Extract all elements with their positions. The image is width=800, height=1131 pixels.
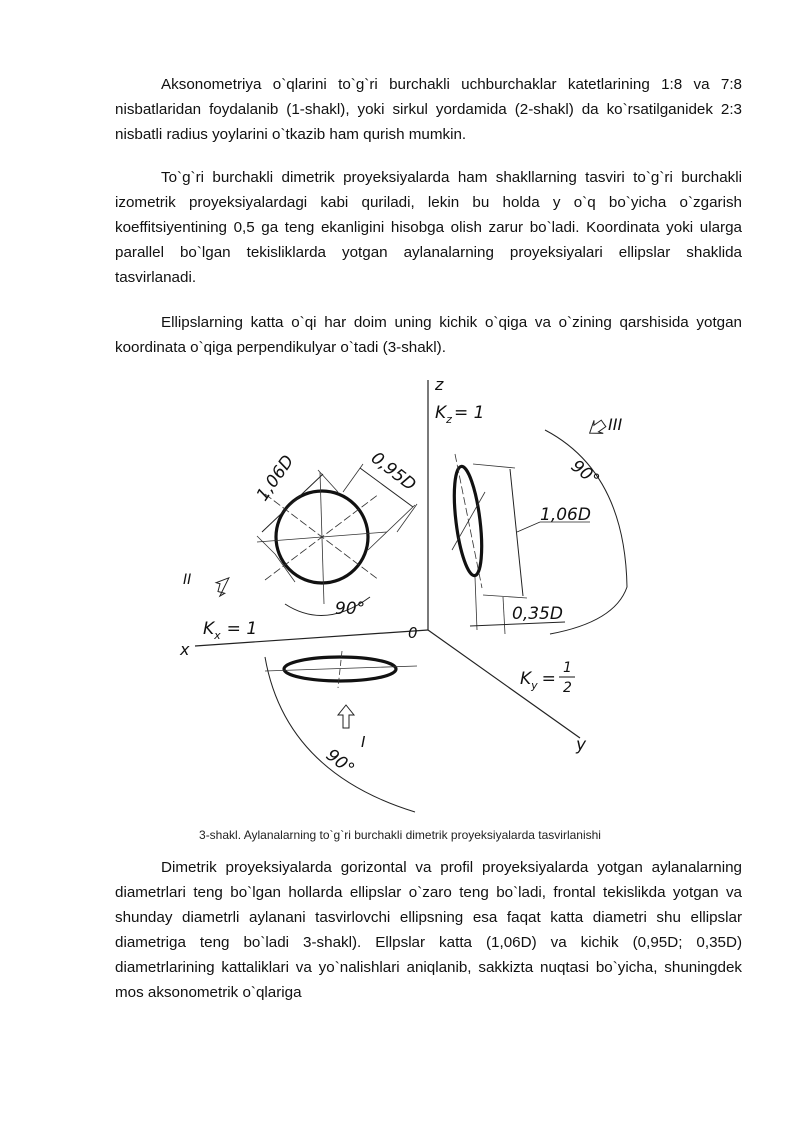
- paragraph-1: Aksonometriya o`qlarini to`g`ri burchakli uchburchaklar katetlarining 1:8 va 7:8 nisbatlaridan foydalanib (1-shakl), yoki sirkul yordamida (2-shakl) da ko`rsatilganidek 2:3 nisbatli radius yoylarini o`tkazib ham qurish mumkin.: [115, 76, 742, 143]
- view-1-label: I: [361, 733, 366, 751]
- dim-106-front-label: 1,06D: [252, 451, 299, 505]
- axis-y-label: y: [576, 735, 587, 755]
- view-arrow-2-icon: [213, 575, 229, 597]
- ky-label: $K_y$ =: [520, 669, 556, 692]
- origin-label: 0: [408, 624, 418, 642]
- dim-106-profile-label: 1,06D: [540, 505, 591, 525]
- paragraph-2: To`g`ri burchakli dimetrik proyeksiyalarda ham shakllarning tasviri to`g`ri burchakli izometrik proyeksiyalardagi kabi quriladi, lekin bu holda y o`q bo`yicha o`zgarish koeffitsiyentining 0,5 ga teng ekanligini hisobga olish zarur bo`ladi. Koordinata yoki ularga parallel bo`lgan tekisliklarda yotgan aylanalarning proyeksiyalari ellipslar shaklida tasvirlanadi.: [115, 169, 742, 286]
- angle-front-label: 90°: [335, 599, 366, 619]
- dim-095-label: 0,95D: [366, 448, 420, 496]
- angle-horizontal-label: 90°: [321, 745, 358, 780]
- view-arrow-3-icon: [585, 417, 608, 440]
- ky-numerator: 1: [563, 660, 572, 676]
- kx-label: $K_x = 1$: [203, 619, 258, 642]
- paragraph-3: Ellipslarning katta o`qi har doim uning kichik o`qiga va o`zining qarshisida yotgan koordinata o`qiga perpendikulyar o`tadi (3-shakl).: [115, 314, 742, 356]
- figure-caption: 3-shakl. Aylanalarning to`g`ri burchakli dimetrik proyeksiyalarda tasvirlanishi: [199, 828, 601, 842]
- view-arrow-1-icon: [338, 705, 354, 728]
- axis-z-label: z: [435, 375, 444, 394]
- ky-denominator: 2: [563, 680, 572, 696]
- dim-035-label: 0,35D: [512, 604, 563, 624]
- profile-ellipse: [449, 465, 486, 577]
- paragraph-4: Dimetrik proyeksiyalarda gorizontal va profil proyeksiyalarda yotgan aylanalarning diametrlari teng bo`lgan hollarda ellipslar o`zaro teng bo`ladi, frontal tekislikda yotgan va shunday diametrli aylanani tasvirlovchi ellipsning esa faqat katta diametri shu ellipslar diametriga teng bo`ladi 3-shakl). Ellpslar katta (1,06D) va kichik (0,95D; 0,35D) diametrlarining kattaliklari va yo`nalishlari aniqlanib, sakkizta nuqtasi bo`yicha, shuningdek mos aksonometrik o`qlariga: [115, 859, 742, 1001]
- angle-profile-label: 90°: [566, 456, 603, 491]
- kz-label: $K_z = 1$: [435, 403, 485, 426]
- view-3-label: III: [608, 415, 623, 434]
- dimetric-projection-figure: [165, 372, 655, 820]
- y-axis-line: [428, 630, 580, 738]
- view-2-label: II: [183, 572, 192, 588]
- axis-x-label: x: [180, 640, 190, 659]
